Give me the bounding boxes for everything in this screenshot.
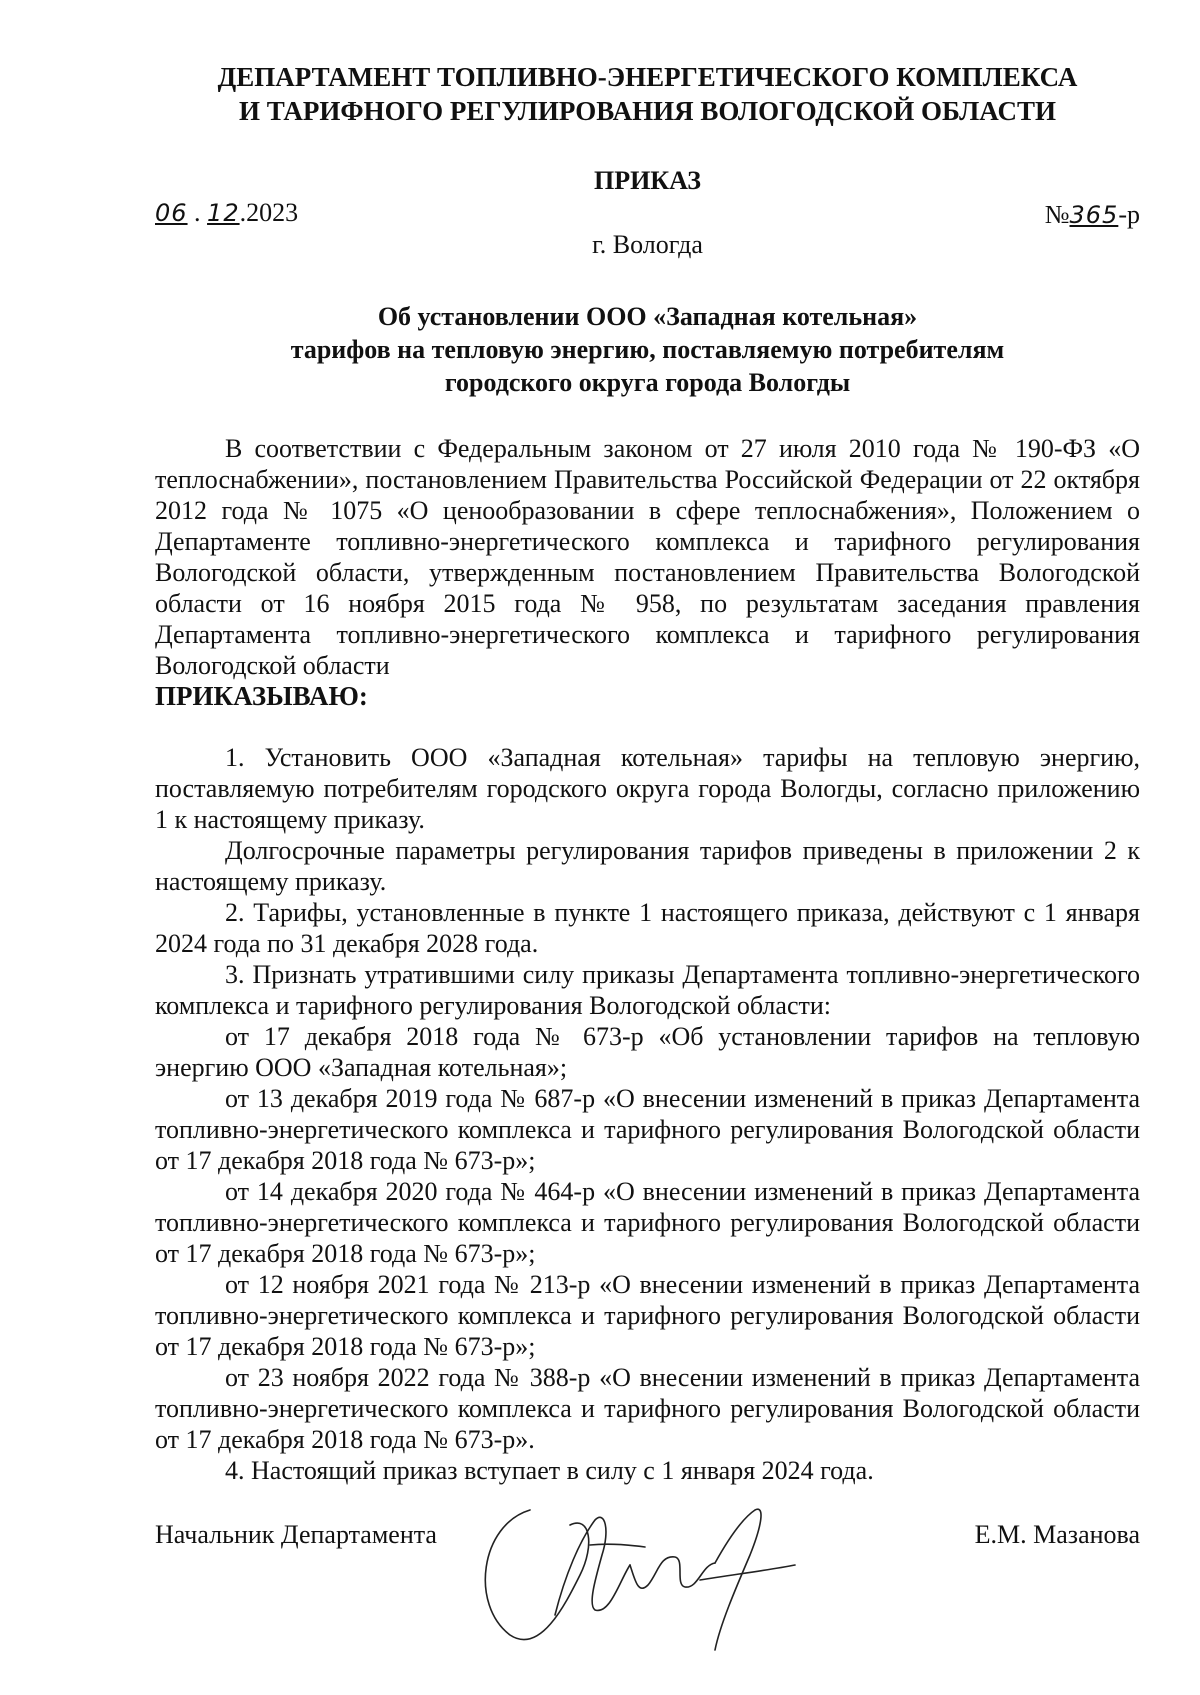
subject-line-3: городского округа города Вологды [444, 368, 851, 397]
signatory-position: Начальник Департамента [155, 1520, 437, 1549]
item-paragraph: от 23 ноября 2022 года № 388-р «О внесении изменений в приказ Департамента топливно-энергетического комплекса и тарифного регулирования Вологодской области от 17 декабря 2018 года № 673-р». [155, 1363, 1140, 1454]
item-paragraph: 1. Установить ООО «Западная котельная» тарифы на тепловую энергию, поставляемую потребителям городского округа города Вологды, согласно приложению 1 к настоящему приказу. [155, 743, 1140, 834]
header-line-2: И ТАРИФНОГО РЕГУЛИРОВАНИЯ ВОЛОГОДСКОЙ ОБЛАСТИ [239, 96, 1056, 126]
item-paragraph: Долгосрочные параметры регулирования тарифов приведены в приложении 2 к настоящему приказу. [155, 836, 1140, 896]
directive-heading: ПРИКАЗЫВАЮ: [155, 681, 368, 711]
order-number [1045, 200, 1140, 230]
preamble-paragraph: В соответствии с Федеральным законом от 27 июля 2010 года № 190-ФЗ «О теплоснабжении», постановлением Правительства Российской Федерации от 22 октября 2012 года № 1075 «О ценообразовании в сфере теплоснабжения», Положением о Департаменте топливно-энергетического комплекса и тарифного регулирования Вологодской области, утвержденным постановлением Правительства Вологодской области от 16 ноября 2015 года № 958, по результатам заседания правления Департамента топливно-энергетического комплекса и тарифного регулирования Вологодской области [155, 434, 1140, 680]
number-prefix: № [1044, 200, 1070, 229]
order-subject [155, 300, 1140, 399]
order-body [155, 433, 1140, 1486]
number-value: 365 [1069, 201, 1119, 229]
header-line-1: ДЕПАРТАМЕНТ ТОПЛИВНО-ЭНЕРГЕТИЧЕСКОГО КОМПЛЕКСА [217, 62, 1078, 92]
date-year: .2023 [239, 198, 299, 227]
item-paragraph: от 13 декабря 2019 года № 687-р «О внесении изменений в приказ Департамента топливно-энергетического комплекса и тарифного регулирования Вологодской области от 17 декабря 2018 года № 673-р»; [155, 1084, 1140, 1175]
subject-line-2: тарифов на тепловую энергию, поставляемую потребителям [290, 335, 1005, 364]
date-day: 06 [155, 199, 188, 227]
signature-block [155, 1520, 1140, 1660]
date-month: 12 [207, 199, 240, 227]
item-paragraph: от 12 ноября 2021 года № 213-р «О внесении изменений в приказ Департамента топливно-энергетического комплекса и тарифного регулирования Вологодской области от 17 декабря 2018 года № 673-р»; [155, 1270, 1140, 1361]
order-title: ПРИКАЗ [593, 166, 702, 195]
order-date: 06 . 12.2023 [155, 198, 299, 227]
order-city: г. Вологда [592, 230, 703, 259]
signatory-name: Е.М. Мазанова [974, 1520, 1140, 1549]
item-paragraph: от 17 декабря 2018 года № 673-р «Об установлении тарифов на тепловую энергию ООО «Западная котельная»; [155, 1022, 1140, 1082]
number-suffix: -р [1118, 200, 1140, 229]
department-header [155, 60, 1140, 128]
handwritten-signature [470, 1485, 800, 1655]
item-paragraph: от 14 декабря 2020 года № 464-р «О внесении изменений в приказ Департамента топливно-энергетического комплекса и тарифного регулирования Вологодской области от 17 декабря 2018 года № 673-р»; [155, 1177, 1140, 1268]
order-document [155, 60, 1140, 1660]
order-meta [155, 198, 1140, 268]
subject-line-1: Об установлении ООО «Западная котельная» [377, 302, 918, 331]
item-paragraph: 3. Признать утратившими силу приказы Департамента топливно-энергетического комплекса и тарифного регулирования Вологодской области: [155, 960, 1140, 1020]
item-paragraph: 2. Тарифы, установленные в пункте 1 настоящего приказа, действуют с 1 января 2024 года по 31 декабря 2028 года. [155, 898, 1140, 958]
item-paragraph: 4. Настоящий приказ вступает в силу с 1 января 2024 года. [225, 1456, 874, 1485]
